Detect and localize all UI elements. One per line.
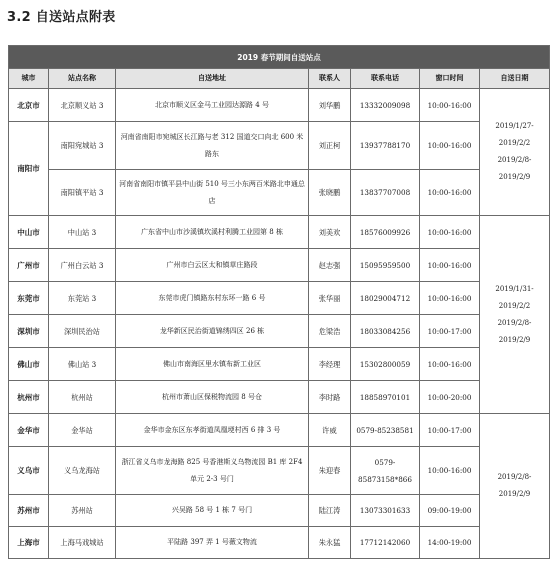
contact-cell: 刘华鹏 (309, 89, 351, 122)
table-row (9, 495, 550, 527)
header-station: 站点名称 (49, 69, 116, 89)
window-cell: 14:00-19:00 (420, 527, 480, 559)
table-row (9, 170, 550, 216)
table-row (9, 381, 550, 414)
city-cell: 广州市 (9, 249, 49, 282)
header-dates: 自送日期 (480, 69, 550, 89)
station-cell: 南阳镇平站 3 (49, 170, 116, 216)
city-cell: 上海市 (9, 527, 49, 559)
window-cell: 10:00-17:00 (420, 315, 480, 348)
header-contact: 联系人 (309, 69, 351, 89)
table-row (9, 315, 550, 348)
phone-cell: 13837707008 (351, 170, 420, 216)
date-range: 2019/2/8-2019/2/9 (497, 318, 532, 344)
contact-cell: 张华丽 (309, 282, 351, 315)
table-row (9, 527, 550, 559)
date-range: 2019/1/27-2019/2/2 (495, 122, 534, 147)
address-cell: 龙华新区民治街道锦绣四区 26 栋 (116, 315, 309, 348)
date-range: 2019/2/8-2019/2/9 (497, 156, 532, 181)
phone-cell: 18029004712 (351, 282, 420, 315)
window-cell: 10:00-16:00 (420, 122, 480, 170)
station-cell: 上海马戏城站 (49, 527, 116, 559)
city-cell: 南阳市 (9, 122, 49, 216)
address-cell: 广州市白云区太和镇草庄路段 (116, 249, 309, 282)
contact-cell: 危梁浩 (309, 315, 351, 348)
contact-cell: 陆江涛 (309, 495, 351, 527)
station-cell: 义乌龙海站 (49, 447, 116, 495)
address-cell: 佛山市南海区里水镇布新工业区 (116, 348, 309, 381)
window-cell: 10:00-16:00 (420, 249, 480, 282)
station-cell: 北京顺义站 3 (49, 89, 116, 122)
phone-cell: 13332009098 (351, 89, 420, 122)
phone-cell: 13073301633 (351, 495, 420, 527)
dates-cell (480, 216, 550, 414)
contact-cell: 李时路 (309, 381, 351, 414)
contact-cell: 许威 (309, 414, 351, 447)
address-cell: 河南省南阳市镇平县中山街 510 号三小东两百米路北申通总店 (116, 170, 309, 216)
city-cell: 中山市 (9, 216, 49, 249)
phone-cell: 18858970101 (351, 381, 420, 414)
city-cell: 深圳市 (9, 315, 49, 348)
address-cell: 北京市顺义区金马工业园达源路 4 号 (116, 89, 309, 122)
station-cell: 杭州站 (49, 381, 116, 414)
station-cell: 东莞站 3 (49, 282, 116, 315)
table-row (9, 122, 550, 170)
table-row (9, 348, 550, 381)
address-cell: 金华市金东区东孝街道凤凰埂村西 6 排 3 号 (116, 414, 309, 447)
contact-cell: 刘正柯 (309, 122, 351, 170)
table-row (9, 282, 550, 315)
window-cell: 10:00-16:00 (420, 348, 480, 381)
city-cell: 苏州市 (9, 495, 49, 527)
city-cell: 杭州市 (9, 381, 49, 414)
contact-cell: 朱永猛 (309, 527, 351, 559)
window-cell: 10:00-16:00 (420, 282, 480, 315)
phone-cell: 18576009926 (351, 216, 420, 249)
phone-cell: 15302800059 (351, 348, 420, 381)
station-cell: 深圳民治站 (49, 315, 116, 348)
header-phone: 联系电话 (351, 69, 420, 89)
station-cell: 苏州站 (49, 495, 116, 527)
window-cell: 10:00-17:00 (420, 414, 480, 447)
window-cell: 10:00-16:00 (420, 216, 480, 249)
contact-cell: 刘美欢 (309, 216, 351, 249)
table-row (9, 249, 550, 282)
station-cell: 广州白云站 3 (49, 249, 116, 282)
contact-cell: 李经理 (309, 348, 351, 381)
table-caption: 2019 春节期间自送站点 (9, 46, 550, 69)
station-cell: 金华站 (49, 414, 116, 447)
station-cell: 中山站 3 (49, 216, 116, 249)
city-cell: 金华市 (9, 414, 49, 447)
contact-cell: 张晓鹏 (309, 170, 351, 216)
city-cell: 北京市 (9, 89, 49, 122)
header-address: 自送地址 (116, 69, 309, 89)
address-cell: 浙江省义乌市龙海路 825 号香港斯义乌物流园 B1 库 2F4 单元 2-3 号门 (116, 447, 309, 495)
city-cell: 义乌市 (9, 447, 49, 495)
phone-cell: 18033084256 (351, 315, 420, 348)
phone-cell: 17712142060 (351, 527, 420, 559)
window-cell: 10:00-16:00 (420, 170, 480, 216)
header-row (9, 69, 550, 89)
dates-cell (480, 89, 550, 216)
date-range: 2019/2/8-2019/2/9 (497, 473, 532, 498)
header-city: 城市 (9, 69, 49, 89)
address-cell: 兴吴路 58 号 1 栋 7 号门 (116, 495, 309, 527)
phone-cell: 0579-85238581 (351, 414, 420, 447)
table-row (9, 414, 550, 447)
address-cell: 杭州市萧山区保税物流园 8 号仓 (116, 381, 309, 414)
city-cell: 东莞市 (9, 282, 49, 315)
self-delivery-schedule-table (8, 45, 550, 559)
address-cell: 广东省中山市沙溪镇坎溪村利腾工业园第 8 栋 (116, 216, 309, 249)
section-title: 3.2 自送站点附表 (7, 10, 116, 25)
address-cell: 平陆路 397 弄 1 号薇文物流 (116, 527, 309, 559)
phone-cell: 13937788170 (351, 122, 420, 170)
contact-cell: 朱迎春 (309, 447, 351, 495)
window-cell: 10:00-20:00 (420, 381, 480, 414)
dates-cell (480, 414, 550, 559)
phone-cell: 15095959500 (351, 249, 420, 282)
contact-cell: 赵志强 (309, 249, 351, 282)
address-cell: 河南省南阳市宛城区长江路与老 312 国道交口向北 600 米路东 (116, 122, 309, 170)
address-cell: 东莞市虎门镇路东村东环一路 6 号 (116, 282, 309, 315)
header-window: 窗口时间 (420, 69, 480, 89)
city-cell: 佛山市 (9, 348, 49, 381)
window-cell: 09:00-19:00 (420, 495, 480, 527)
date-range: 2019/1/31-2019/2/2 (495, 284, 534, 310)
table-row (9, 447, 550, 495)
table-row (9, 89, 550, 122)
table-row (9, 216, 550, 249)
station-cell: 南阳宛城站 3 (49, 122, 116, 170)
window-cell: 10:00-16:00 (420, 447, 480, 495)
window-cell: 10:00-16:00 (420, 89, 480, 122)
phone-cell: 0579-85873158*866 (351, 447, 420, 495)
station-cell: 佛山站 3 (49, 348, 116, 381)
